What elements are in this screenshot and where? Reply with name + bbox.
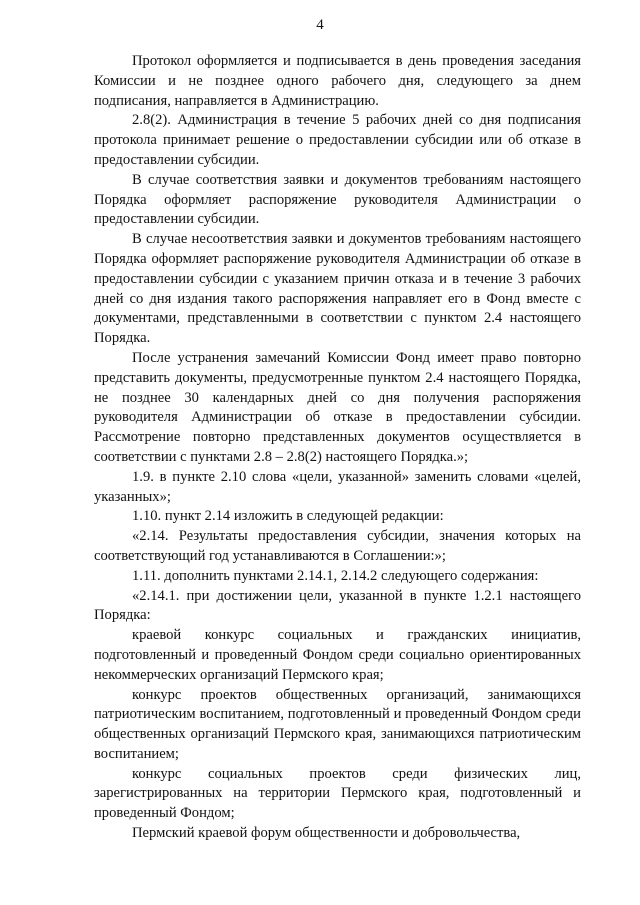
paragraph: «2.14.1. при достижении цели, указанной в пункте 1.2.1 настоящего Порядка: bbox=[94, 587, 581, 624]
paragraph: Пермский краевой форум общественности и добровольчества, bbox=[132, 825, 521, 842]
paragraph: 1.9. в пункте 2.10 слова «цели, указанной» заменить словами «целей, указанных»; bbox=[94, 468, 581, 505]
paragraph: В случае несоответствия заявки и документов требованиям настоящего Порядка оформляет распоряжение руководителя Администрации об отказе в предоставлении субсидии с указанием причин отказа и в течение 3 рабочих дней со дня издания такого распоряжения направляет его в Фонд вместе с документами, представленными в соответствии с пунктом 2.4 настоящего Порядка. bbox=[94, 231, 581, 347]
paragraph: Протокол оформляется и подписывается в день проведения заседания Комиссии и не позднее одного рабочего дня, следующего за днем подписания, направляется в Администрацию. bbox=[94, 53, 581, 109]
paragraph: После устранения замечаний Комиссии Фонд имеет право повторно представить документы, предусмотренные пунктом 2.4 настоящего Порядка, не позднее 30 календарных дней со дня получения распоряжения руководителя Администрации об отказе в предоставлении субсидии. Рассмотрение повторно представленных документов осуществляется в соответствии с пунктами 2.8 – 2.8(2) настоящего Порядка.»; bbox=[94, 349, 581, 465]
paragraph: В случае соответствия заявки и документов требованиям настоящего Порядка оформляет распоряжение руководителя Администрации о предоставлении субсидии. bbox=[94, 171, 581, 228]
page-number: 4 bbox=[316, 17, 324, 33]
paragraph: 1.10. пункт 2.14 изложить в следующей редакции: bbox=[132, 508, 444, 525]
paragraph: 1.11. дополнить пунктами 2.14.1, 2.14.2 следующего содержания: bbox=[132, 567, 539, 584]
paragraph: краевой конкурс социальных и гражданских инициатив, подготовленный и проведенный Фондом среди социально ориентированных некоммерческих организаций Пермского края; bbox=[94, 627, 581, 683]
document-body bbox=[94, 52, 581, 844]
paragraph: конкурс социальных проектов среди физических лиц, зарегистрированных на территории Пермского края, подготовленный и проведенный Фондом; bbox=[94, 765, 581, 822]
paragraph: конкурс проектов общественных организаций, занимающихся патриотическим воспитанием, подготовленный и проведенный Фондом среди общественных организаций Пермского края, занимающихся патриотическим воспитанием; bbox=[94, 686, 581, 762]
paragraph: 2.8(2). Администрация в течение 5 рабочих дней со дня подписания протокола принимает решение о предоставлении субсидии или об отказе в предоставлении субсидии. bbox=[94, 112, 581, 168]
paragraph: «2.14. Результаты предоставления субсидии, значения которых на соответствующий год устанавливаются в Соглашении:»; bbox=[94, 528, 581, 564]
